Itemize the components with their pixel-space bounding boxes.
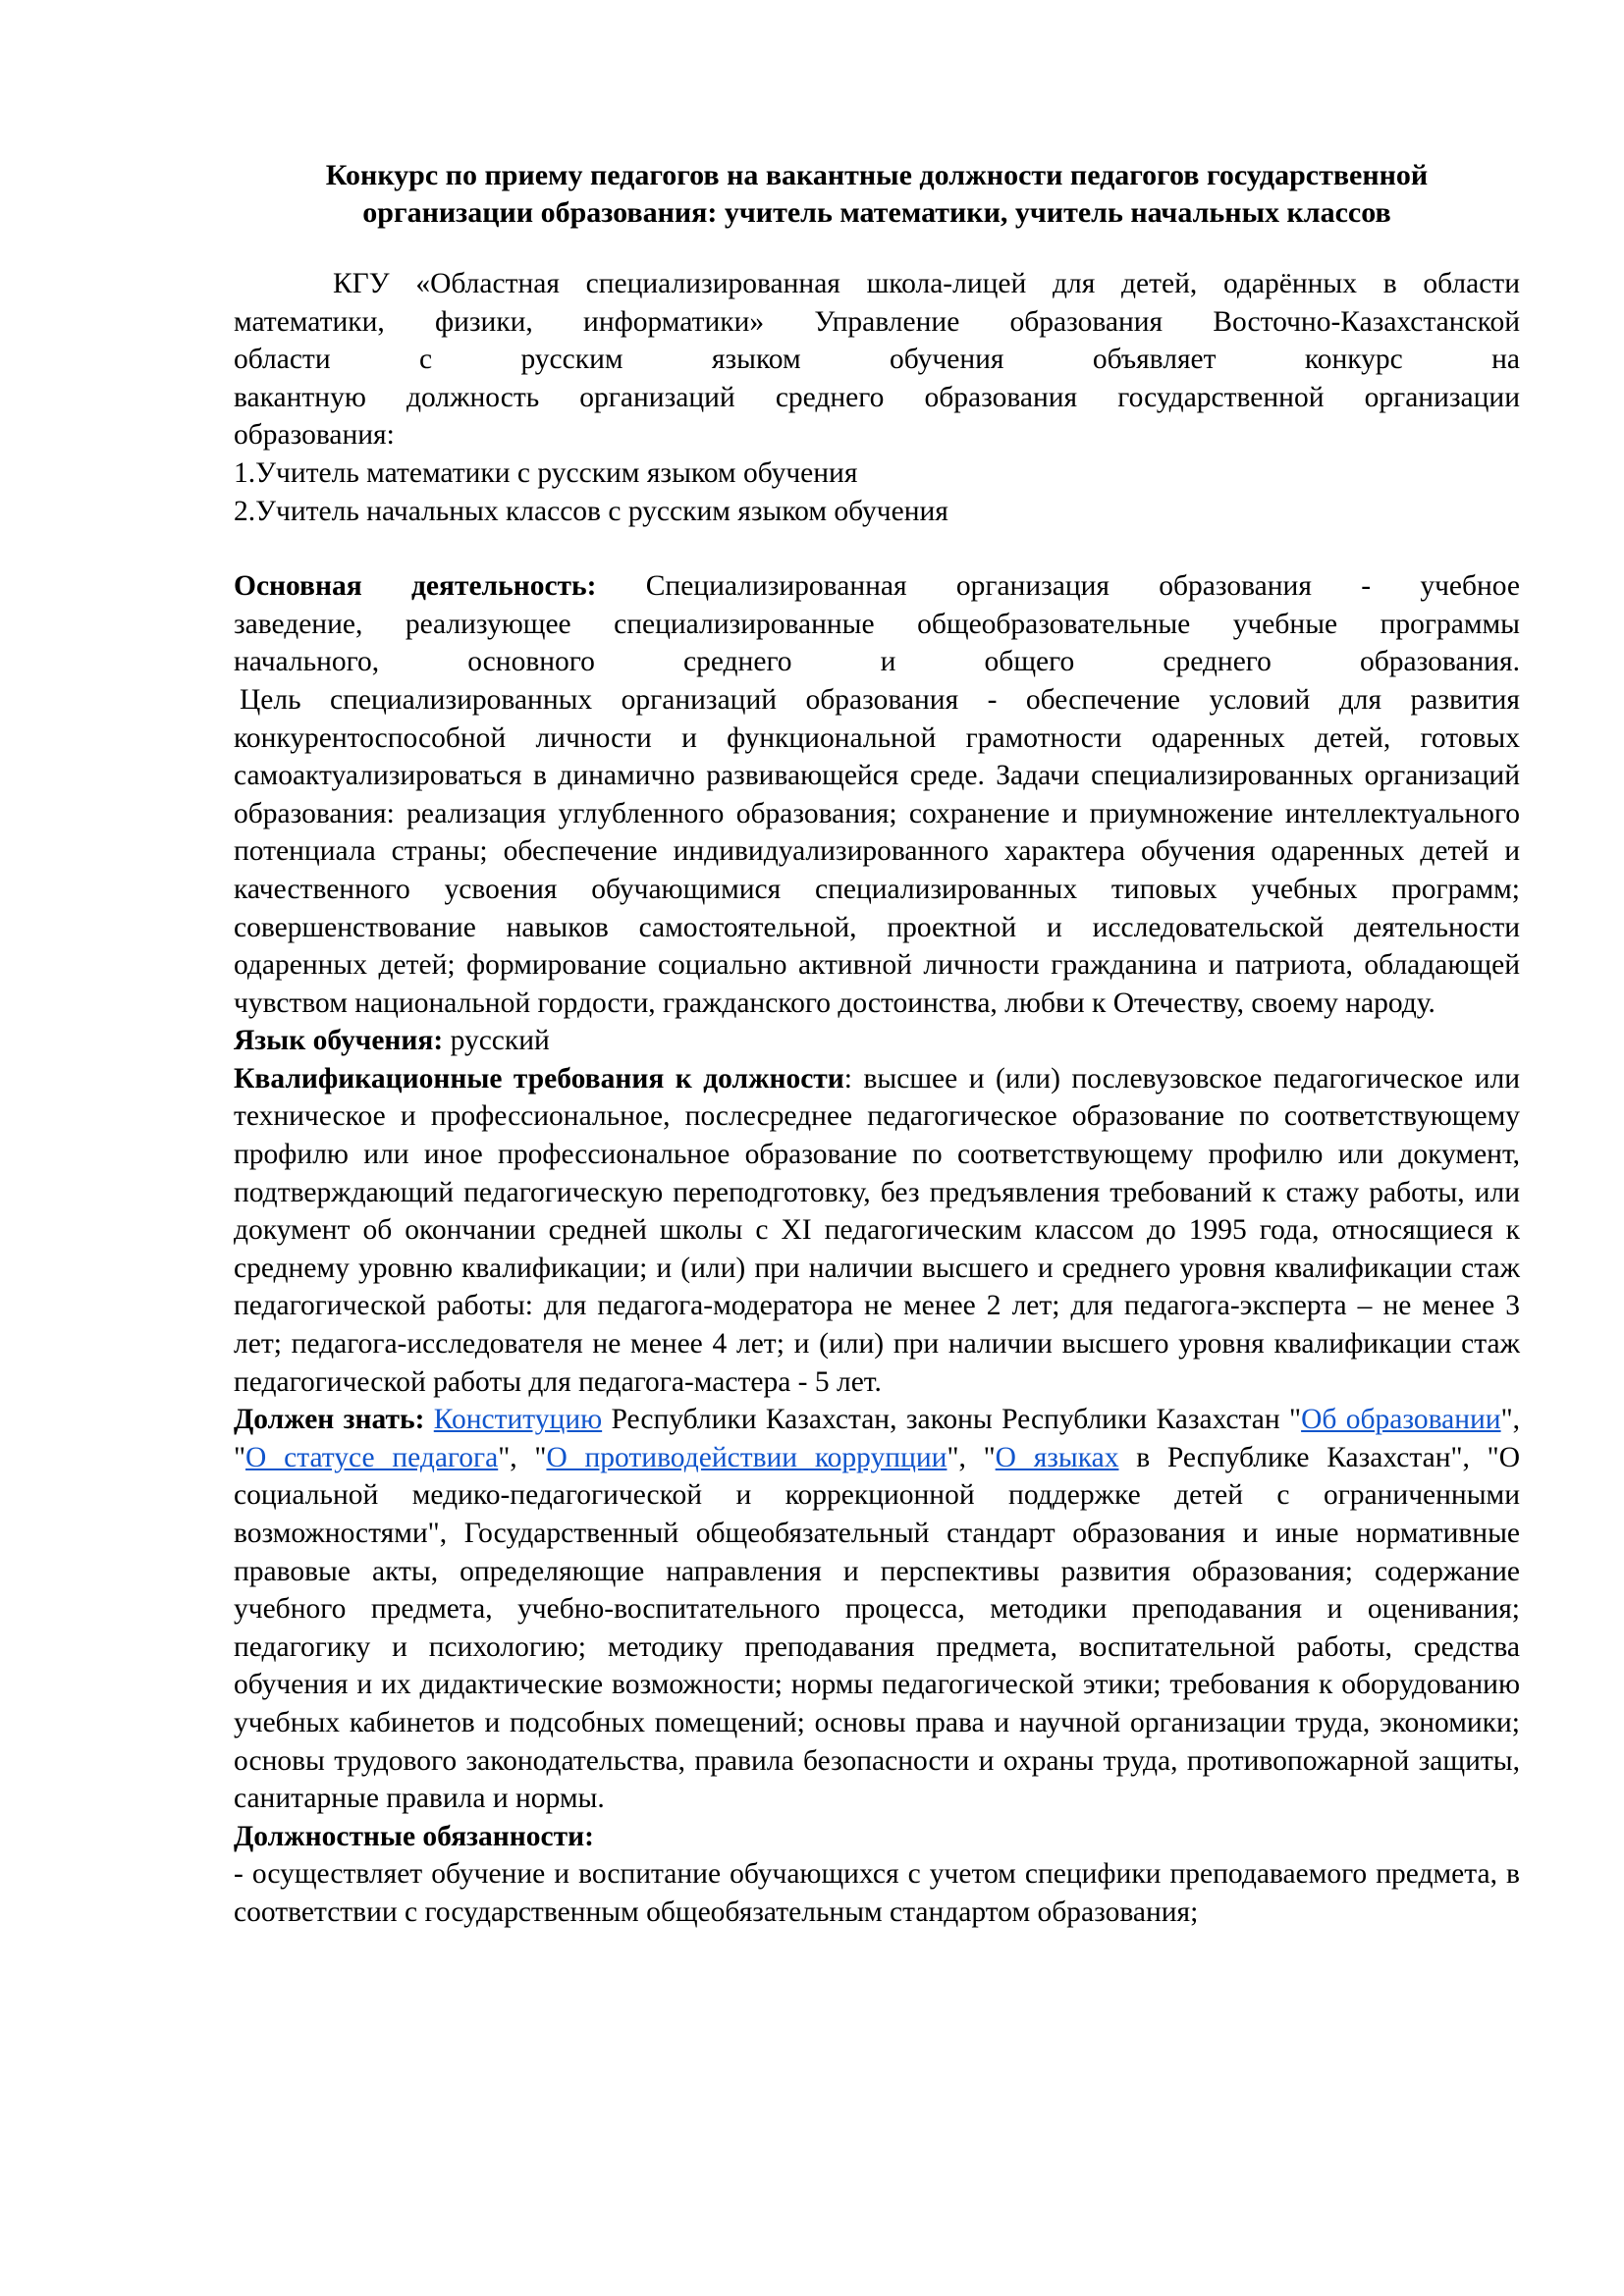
activity-line-1 bbox=[234, 567, 1520, 606]
intro-line-3: области с русским языком обучения объявляет конкурс на bbox=[234, 344, 1520, 376]
activity-line-3: начального, основного среднего и общего среднего образования. bbox=[234, 646, 1520, 678]
duties-item: - осуществляет обучение и воспитание обучающихся с учетом специфики преподаваемого предмета, в соответствии с государственным общеобязательным стандартом образования; bbox=[234, 1858, 1520, 1928]
duties-label: Должностные обязанности: bbox=[234, 1820, 594, 1852]
must-know-paragraph bbox=[234, 1401, 1520, 1818]
must-know-text-2: ", " bbox=[234, 1404, 1521, 1473]
language-line bbox=[234, 1022, 1520, 1060]
duties-heading bbox=[234, 1818, 1520, 1856]
must-know-text-4: ", " bbox=[947, 1441, 996, 1473]
intro-line-5: образования: bbox=[234, 419, 395, 452]
link-anti-corruption[interactable]: О противодействии коррупции bbox=[546, 1441, 947, 1473]
language-label: Язык обучения: bbox=[234, 1025, 444, 1057]
intro-paragraph bbox=[234, 265, 1520, 454]
link-constitution[interactable]: Конституцию bbox=[433, 1404, 603, 1436]
intro-line-1: КГУ «Областная специализированная школа-лицей для детей, одарённых в области bbox=[333, 268, 1520, 299]
activity-goal: Цель специализированных организаций образования - обеспечение условий для развития конкурентоспособной личности и функциональной грамотности одаренных детей, готовых самоактуализироваться в динамично развивающейся среде. Задачи специализированных организаций образования: реализация углубленного образования; сохранение и приумножение интеллектуального потенциала страны; обеспечение индивидуализированного характера обучения одаренных детей и качественного усвоения обучающимися специализированных типовых учебных программ; совершенствование навыков самостоятельной, проектной и исследовательской деятельности одаренных детей; формирование социально активной личности гражданина и патриота, обладающей чувством национальной гордости, гражданского достоинства, любви к Отечеству, своему народу. bbox=[234, 683, 1520, 1019]
qualification-paragraph bbox=[234, 1060, 1520, 1401]
must-know-text-3: ", " bbox=[498, 1441, 547, 1473]
language-value: русский bbox=[443, 1025, 550, 1057]
title-line-2: организации образования: учитель математики, учитель начальных классов bbox=[362, 196, 1391, 229]
activity-section bbox=[234, 567, 1520, 1022]
intro-line-4: вакантную должность организаций среднего образования государственной организации bbox=[234, 381, 1520, 413]
link-on-education[interactable]: Об образовании bbox=[1301, 1404, 1501, 1436]
position-item: 1.Учитель математики с русским языком обучения bbox=[234, 456, 858, 489]
link-languages[interactable]: О языках bbox=[995, 1441, 1119, 1473]
page-title bbox=[234, 157, 1520, 232]
intro-line-2: математики, физики, информатики» Управление образования Восточно-Казахстанской bbox=[234, 305, 1520, 338]
qualification-label: Квалификационные требования к должности bbox=[234, 1062, 844, 1095]
activity-line-2: заведение, реализующее специализированные общеобразовательные учебные программы bbox=[234, 608, 1520, 640]
document-page bbox=[234, 157, 1520, 1932]
position-item: 2.Учитель начальных классов с русским языком обучения bbox=[234, 495, 948, 527]
title-line-1: Конкурс по приему педагогов на вакантные должности педагогов государственной bbox=[325, 159, 1429, 191]
must-know-text-1: Республики Казахстан, законы Республики Казахстан " bbox=[602, 1404, 1302, 1436]
qualification-text: : высшее и (или) послевузовское педагогическое или техническое и профессиональное, послесреднее педагогическое образование по соответствующему профилю или иное профессиональное образование по соответствующему профилю или документ, подтверждающий педагогическую переподготовку, без предъявления требований к стажу работы, или документ об окончании средней школы с XI педагогическим классом до 1995 года, относящиеся к среднему уровню квалификации; и (или) при наличии высшего и среднего уровня квалификации стаж педагогической работы: для педагога-модератора не менее 2 лет; для педагога-эксперта – не менее 3 лет; педагога-исследователя не менее 4 лет; и (или) при наличии высшего уровня квалификации стаж педагогической работы для педагога-мастера - 5 лет. bbox=[234, 1062, 1520, 1398]
activity-label: Основная деятельность: bbox=[234, 570, 597, 603]
must-know-label: Должен знать: bbox=[234, 1404, 425, 1436]
link-teacher-status[interactable]: О статусе педагога bbox=[245, 1441, 499, 1473]
activity-text-1: Специализированная организация образования - учебное bbox=[596, 570, 1520, 603]
must-know-text-5: в Республике Казахстан", "О социальной медико-педагогической и коррекционной поддержке детей с ограниченными возможностями", Государственный общеобязательный стандарт образования и иные нормативные правовые акты, определяющие направления и перспективы развития образования; содержание учебного предмета, учебно-воспитательного процесса, методики преподавания и оценивания; педагогику и психологию; методику преподавания предмета, воспитательной работы, средства обучения и их дидактические возможности; нормы педагогической этики; требования к оборудованию учебных кабинетов и подсобных помещений; основы права и научной организации труда, экономики; основы трудового законодательства, правила безопасности и охраны труда, противопожарной защиты, санитарные правила и нормы. bbox=[234, 1441, 1520, 1815]
